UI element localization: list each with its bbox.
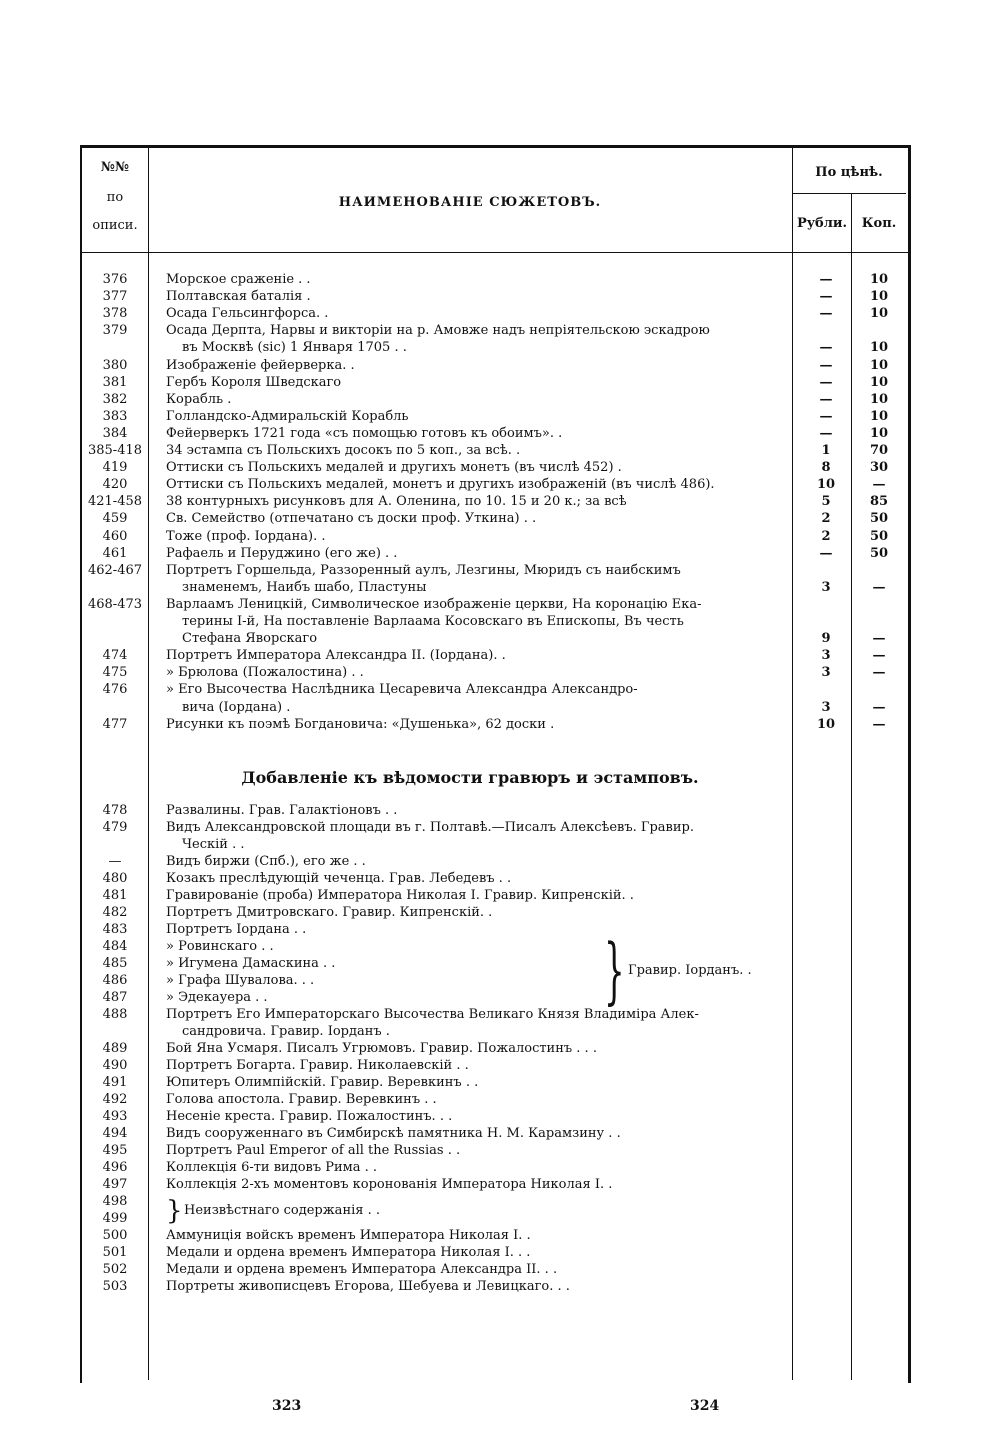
- row-number: 488: [102, 1007, 128, 1022]
- row-title: » Графа Шувалова. . .: [166, 973, 315, 988]
- row-title: » Брюлова (Пожалостина) . .: [166, 665, 364, 681]
- row-number: 487: [102, 990, 128, 1005]
- row-kopecks: 10: [869, 374, 889, 390]
- row-kopecks: —: [872, 631, 886, 647]
- row-kopecks: —: [872, 716, 886, 732]
- row-title: Развалины. Грав. Галактіоновъ . .: [166, 803, 398, 818]
- row-rubles: —: [819, 289, 833, 305]
- row-number: 489: [102, 1041, 128, 1056]
- row-title: » Эдекауера . .: [166, 990, 268, 1005]
- column-divider: [148, 145, 149, 1380]
- row-title: Варлаамъ Леницкій, Символическое изображеніе церкви, На коронацію Ека-: [166, 596, 702, 612]
- header-rub: Рубли.: [796, 216, 848, 231]
- row-number: 479: [102, 820, 128, 835]
- row-number: 383: [102, 408, 128, 424]
- row-kopecks: 10: [869, 340, 889, 356]
- row-number: 382: [102, 391, 128, 407]
- row-rubles: 3: [821, 579, 831, 595]
- row-title: Коллекція 2-хъ моментовъ коронованія Императора Николая I. .: [166, 1177, 613, 1192]
- row-number: 484: [102, 939, 128, 954]
- row-rubles: 3: [821, 665, 831, 681]
- row-kopecks: 85: [869, 494, 889, 510]
- row-rubles: 1: [821, 443, 831, 458]
- row-title: Гравированіе (проба) Императора Николая I. Гравир. Кипренскій. .: [166, 888, 634, 903]
- row-title: Портретъ Горшельда, Раззоренный аулъ, Лезгины, Мюридъ съ наибскимъ: [166, 562, 681, 578]
- row-rubles: —: [819, 340, 833, 356]
- row-title: Гербъ Короля Шведскаго: [166, 374, 342, 390]
- row-kopecks: —: [872, 579, 886, 595]
- row-title: Фейерверкъ 1721 года «съ помощью готовъ къ обоимъ». .: [166, 425, 563, 441]
- row-title: Аммуниція войскъ временъ Императора Николая I. .: [166, 1228, 531, 1243]
- row-number: 459: [102, 511, 128, 527]
- row-number: 480: [102, 871, 128, 886]
- row-title: Осада Дерпта, Нарвы и викторіи на р. Амовже надъ непріятельскою эскадрою: [166, 323, 710, 339]
- row-number: 485: [102, 956, 128, 971]
- row-kopecks: —: [872, 477, 886, 493]
- column-divider: [792, 145, 793, 1380]
- row-title: Рисунки къ поэмѣ Богдановича: «Душенька», 62 доски .: [166, 716, 555, 732]
- row-number: 468-473: [87, 596, 143, 612]
- row-kopecks: 10: [869, 391, 889, 407]
- row-number: 502: [102, 1262, 128, 1277]
- row-title: Несеніе креста. Гравир. Пожалостинъ. . .: [166, 1109, 453, 1124]
- row-title-cont: терины I-й, На поставленіе Варлаама Косовскаго въ Епископы, Въ честь: [182, 614, 684, 629]
- row-title: Осада Гельсингфорса. .: [166, 306, 329, 322]
- row-number: 478: [102, 803, 128, 818]
- row-number: 460: [102, 528, 128, 544]
- row-number: 481: [102, 888, 128, 903]
- row-kopecks: 70: [869, 443, 889, 458]
- row-number: 490: [102, 1058, 128, 1073]
- row-title: Портретъ Императора Александра II. (Іордана). .: [166, 648, 506, 664]
- row-title-cont: Стефана Яворскаго: [182, 631, 318, 647]
- row-title: Портретъ Дмитровскаго. Гравир. Кипренскій. .: [166, 905, 493, 920]
- row-number: 498: [102, 1194, 128, 1209]
- header-kop: Коп.: [861, 216, 897, 231]
- row-kopecks: 10: [869, 272, 889, 287]
- row-title: Бой Яна Усмаря. Писалъ Угрюмовъ. Гравир. Пожалостинъ . . .: [166, 1041, 597, 1056]
- row-rubles: —: [819, 374, 833, 390]
- row-number: 420: [102, 477, 128, 493]
- row-title-cont: сандровича. Гравир. Іорданъ .: [182, 1024, 390, 1039]
- header-num-1: №№: [100, 160, 130, 175]
- row-title-cont: Ческій . .: [182, 837, 245, 852]
- row-number: 379: [102, 323, 128, 339]
- row-title: Неизвѣстнаго содержанія . .: [184, 1203, 380, 1218]
- row-number: 494: [102, 1126, 128, 1141]
- row-title: Морское сраженіе . .: [166, 272, 311, 287]
- row-title: 34 эстампа съ Польскихъ досокъ по 5 коп., за всѣ. .: [166, 443, 521, 458]
- row-title: » Ровинскаго . .: [166, 939, 274, 954]
- row-number: 474: [102, 648, 128, 664]
- row-kopecks: 10: [869, 289, 889, 305]
- row-kopecks: 30: [869, 460, 889, 476]
- row-number: 461: [102, 545, 128, 561]
- row-rubles: 10: [816, 716, 836, 732]
- row-rubles: 8: [821, 460, 831, 476]
- row-rubles: 3: [821, 648, 831, 664]
- row-rubles: —: [819, 357, 833, 373]
- row-title: Изображеніе фейерверка. .: [166, 357, 355, 373]
- header-price: По цѣнѣ.: [815, 165, 883, 180]
- row-kopecks: 10: [869, 425, 889, 441]
- row-title: » Игумена Дамаскина . .: [166, 956, 336, 971]
- row-title: Рафаель и Перуджино (его же) . .: [166, 545, 398, 561]
- row-number: 497: [102, 1177, 128, 1192]
- row-number: 477: [102, 716, 128, 732]
- row-number: 482: [102, 905, 128, 920]
- row-number: 419: [102, 460, 128, 476]
- row-title: Юпитеръ Олимпійскій. Гравир. Веревкинъ . .: [166, 1075, 479, 1090]
- row-title: Портретъ Богарта. Гравир. Николаевскій . .: [166, 1058, 469, 1073]
- row-rubles: 10: [816, 477, 836, 493]
- row-title: 38 контурныхъ рисунковъ для А. Оленина, по 10. 15 и 20 к.; за всѣ: [166, 494, 627, 510]
- row-number: 378: [102, 306, 128, 322]
- row-kopecks: 10: [869, 306, 889, 322]
- row-number: 503: [102, 1279, 128, 1294]
- row-number: 380: [102, 357, 128, 373]
- row-number: 385-418: [87, 443, 143, 458]
- row-number: 493: [102, 1109, 128, 1124]
- row-title: Св. Семейство (отпечатано съ доски проф. Уткина) . .: [166, 511, 537, 527]
- row-kopecks: 50: [869, 511, 889, 527]
- section-title: Добавленіе къ вѣдомости гравюръ и эстамповъ.: [241, 768, 699, 787]
- row-rubles: 2: [821, 511, 831, 527]
- right-brace: }: [604, 928, 625, 1012]
- row-title: Видъ Александровской площади въ г. Полтавѣ.—Писалъ Алексѣевъ. Гравир.: [166, 820, 694, 835]
- row-title: Тоже (проф. Іордана). .: [166, 528, 326, 544]
- row-title: Медали и ордена временъ Императора Николая I. . .: [166, 1245, 531, 1260]
- row-title: Портретъ Его Императорскаго Высочества Великаго Князя Владиміра Алек-: [166, 1007, 699, 1022]
- row-number: 384: [102, 425, 128, 441]
- row-rubles: 9: [821, 631, 831, 647]
- row-title: Портретъ Paul Emperor of all the Russias . .: [166, 1143, 461, 1158]
- header-num-2: по: [106, 190, 124, 205]
- row-number: 376: [102, 272, 128, 287]
- row-rubles: —: [819, 408, 833, 424]
- brace-label: Гравир. Іорданъ. .: [628, 963, 752, 978]
- row-rubles: —: [819, 272, 833, 287]
- row-number: 486: [102, 973, 128, 988]
- row-title: » Его Высочества Наслѣдника Цесаревича Александра Александро-: [166, 682, 638, 698]
- row-rubles: —: [819, 391, 833, 407]
- row-kopecks: 50: [869, 528, 889, 544]
- row-title: Козакъ преслѣдующій чеченца. Грав. Лебедевъ . .: [166, 871, 512, 886]
- row-rubles: 2: [821, 528, 831, 544]
- row-kopecks: 50: [869, 545, 889, 561]
- row-number: 495: [102, 1143, 128, 1158]
- header-divider: [792, 193, 906, 194]
- page-number-right: 324: [690, 1398, 720, 1414]
- page-number-left: 323: [272, 1398, 302, 1414]
- row-title: Портреты живописцевъ Егорова, Шебуева и Левицкаго. . .: [166, 1279, 570, 1294]
- header-title: НАИМЕНОВАНІЕ СЮЖЕТОВЪ.: [338, 195, 602, 210]
- row-rubles: —: [819, 425, 833, 441]
- row-kopecks: —: [872, 699, 886, 715]
- row-number: 462-467: [87, 562, 143, 578]
- header-num-3: описи.: [92, 218, 138, 233]
- row-title: Коллекція 6-ти видовъ Рима . .: [166, 1160, 378, 1175]
- row-title: Голова апостола. Гравир. Веревкинъ . .: [166, 1092, 437, 1107]
- row-title-cont: знаменемъ, Наибъ шабо, Пластуны: [182, 579, 427, 595]
- row-number: 499: [102, 1211, 128, 1226]
- row-kopecks: —: [872, 665, 886, 681]
- row-number: 381: [102, 374, 128, 390]
- row-title: Оттиски съ Польскихъ медалей, монетъ и другихъ изображеній (въ числѣ 486).: [166, 477, 715, 493]
- row-rubles: 5: [821, 494, 831, 510]
- row-title: Видъ сооруженнаго въ Симбирскѣ памятника Н. М. Карамзину . .: [166, 1126, 621, 1141]
- row-title: Голландско-Адмиральскій Корабль: [166, 408, 409, 424]
- row-number: 377: [102, 289, 128, 305]
- row-title: Полтавская баталія .: [166, 289, 311, 305]
- row-number: 483: [102, 922, 128, 937]
- row-number: 500: [102, 1228, 128, 1243]
- row-number: 476: [102, 682, 128, 698]
- row-title: Оттиски съ Польскихъ медалей и другихъ монетъ (въ числѣ 452) .: [166, 460, 622, 476]
- row-title-cont: въ Москвѣ (sic) 1 Января 1705 . .: [182, 340, 407, 356]
- row-rubles: —: [819, 545, 833, 561]
- row-title: Видъ биржи (Спб.), его же . .: [166, 854, 366, 869]
- row-number: 421-458: [87, 494, 143, 510]
- row-kopecks: —: [872, 648, 886, 664]
- row-title: Корабль .: [166, 391, 232, 407]
- row-number: 496: [102, 1160, 128, 1175]
- row-number: —: [108, 854, 122, 869]
- row-rubles: 3: [821, 699, 831, 715]
- row-title: Медали и ордена временъ Императора Александра II. . .: [166, 1262, 558, 1277]
- row-title: Портретъ Іордана . .: [166, 922, 307, 937]
- row-kopecks: 10: [869, 357, 889, 373]
- header-bottom-rule: [80, 252, 909, 253]
- row-number: 475: [102, 665, 128, 681]
- row-number: 491: [102, 1075, 128, 1090]
- row-number: 501: [102, 1245, 128, 1260]
- row-number: 492: [102, 1092, 128, 1107]
- row-kopecks: 10: [869, 408, 889, 424]
- row-title-cont: вича (Іордана) .: [182, 699, 291, 715]
- left-brace: }: [166, 1196, 183, 1226]
- row-rubles: —: [819, 306, 833, 322]
